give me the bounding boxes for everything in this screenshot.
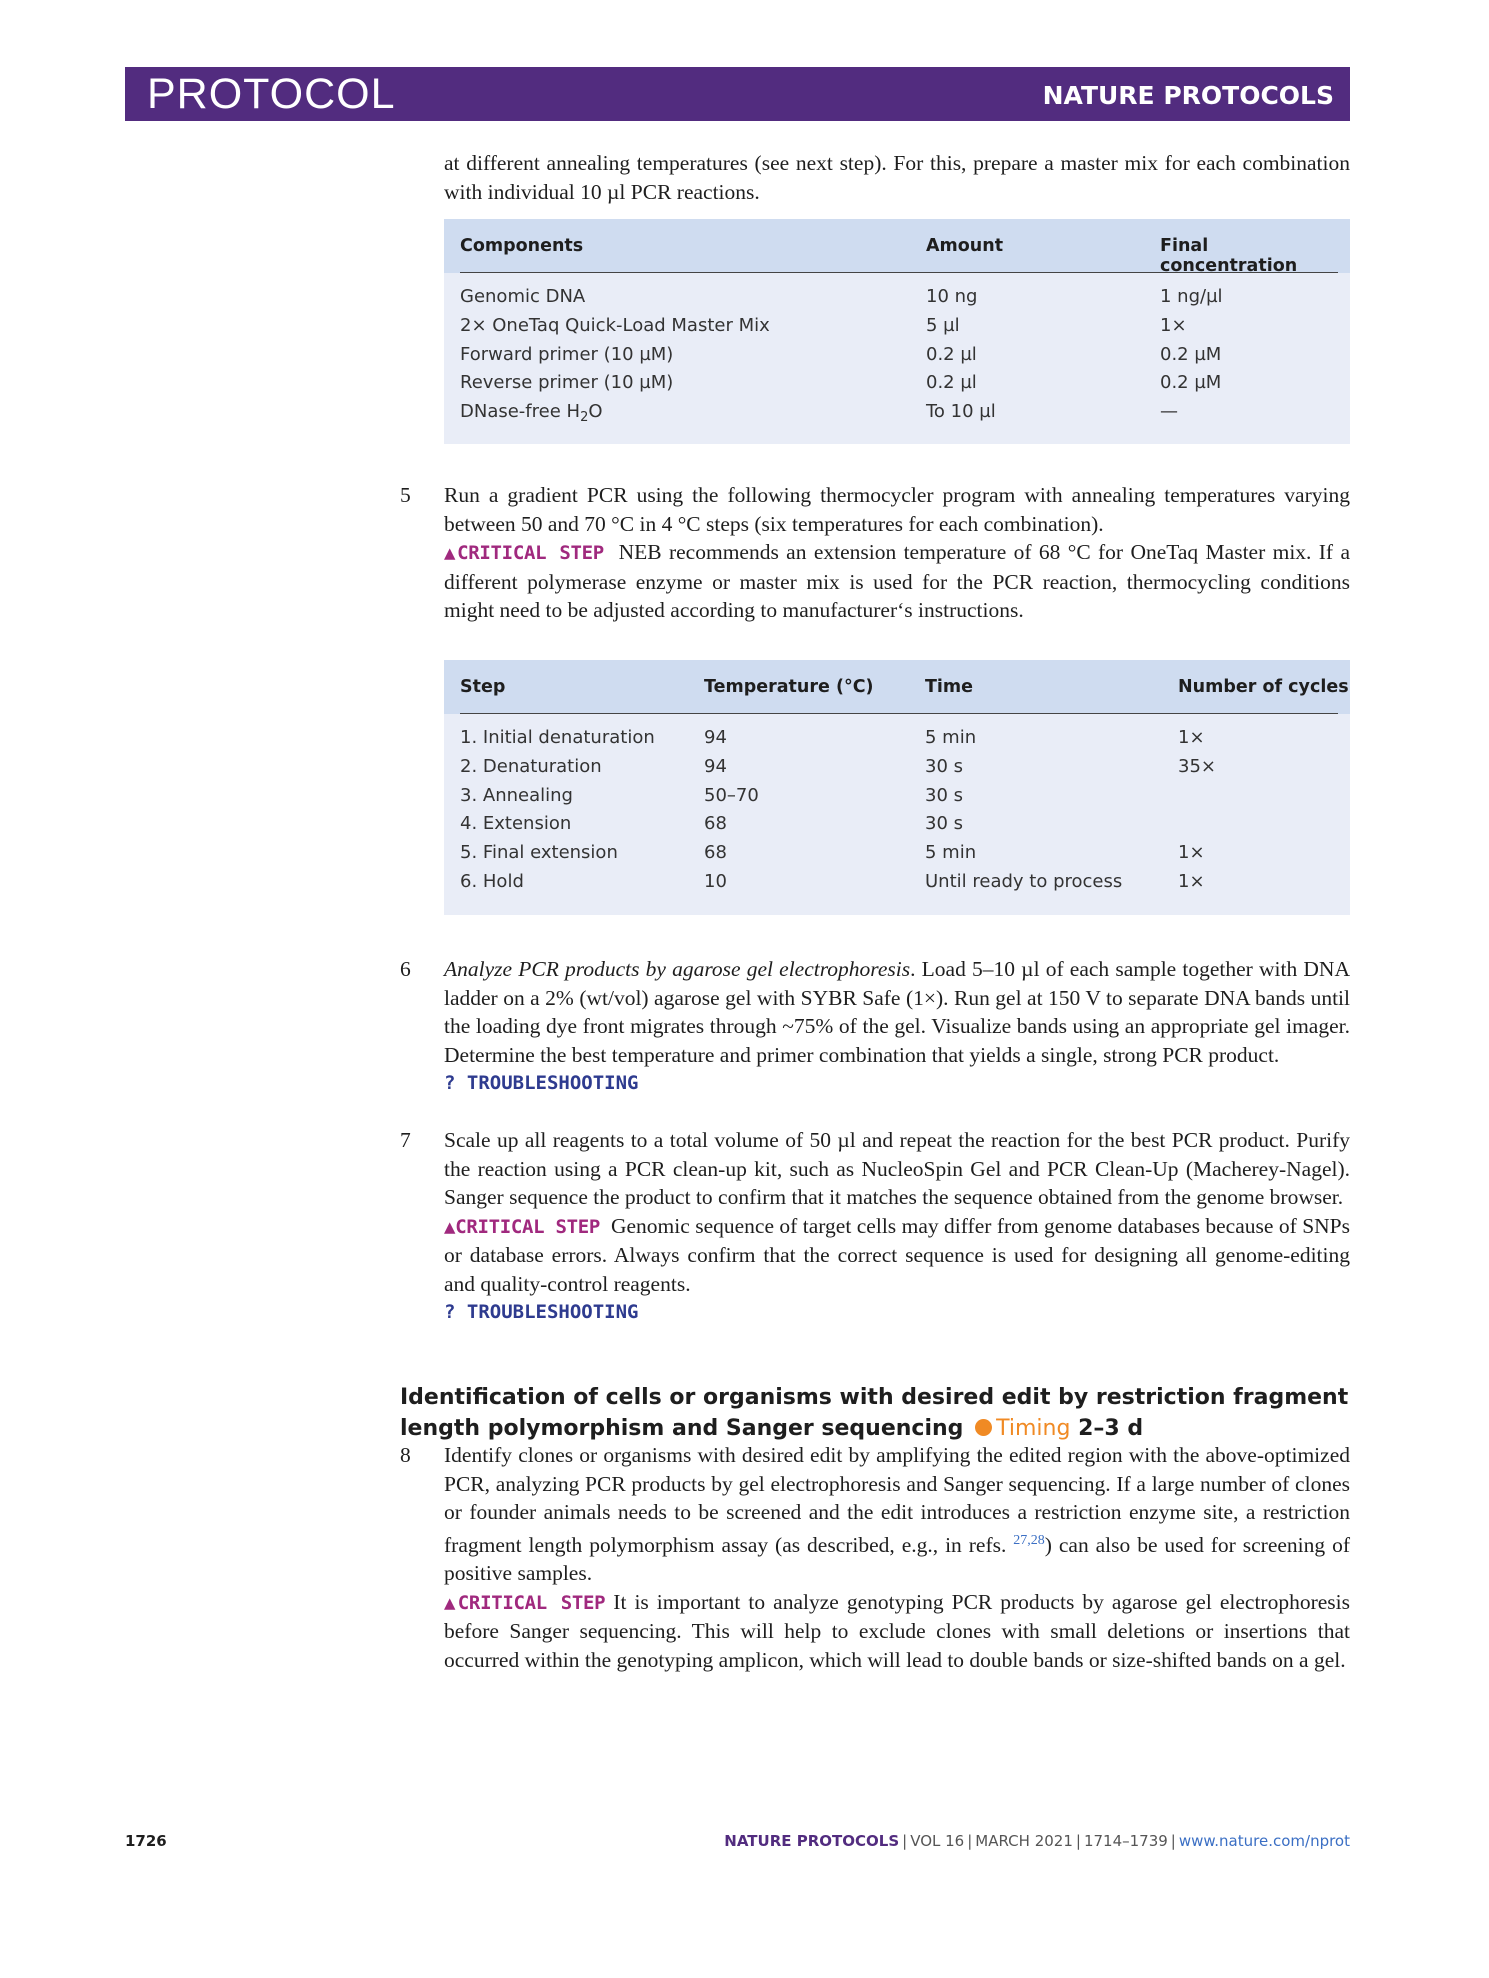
table-cell: 1× [1160,314,1187,336]
footer-volume: VOL 16 [910,1832,965,1850]
column-header: Number of cycles [1178,677,1349,697]
step-7 [400,1126,1350,1327]
critical-step-label: ▲CRITICAL STEP [444,1215,601,1238]
table-row [444,868,1350,897]
table-cell: 0.2 µl [926,372,977,394]
table-cell: 2. Denaturation [460,755,602,777]
step-text-main: Identify clones or organisms with desired edit by amplifying the edited region with the above-optimized PCR, analyzing PCR products by gel electrophoresis and Sanger sequencing. If a large number of clones or founder animals needs to be screened and the edit introduces a restriction enzyme site, a restriction fragment length polymorphism assay (as described, e.g., in refs. [444,1443,1350,1557]
table-cell: — [1160,401,1178,423]
step-text-end: ) can also be used for screening of positive samples. [444,1532,1350,1585]
table-cell [460,401,603,425]
table-cell: 1. Initial denaturation [460,727,655,748]
step-6 [400,955,1350,1098]
table-row [444,369,1350,398]
step-text: Scale up all reagents to a total volume of 50 µl and repeat the reaction for the best PCR product. Purify the reaction using a PCR clean-up kit, such as NucleoSpin Gel and PCR Clean-Up (Macherey-Nagel). Sanger sequence the product to confirm that it matches the sequence obtained from the genome browser. [444,1128,1350,1209]
critical-step-text: Genomic sequence of target cells may differ from genome databases because of SNPs or database errors. Always confirm that the correct sequence is used for designing all genome-editing and quality-control reagents. [444,1213,1350,1296]
table-cell: Genomic DNA [460,286,586,307]
table-cell: 4. Extension [460,813,572,835]
journal-name: NATURE PROTOCOLS [1042,81,1334,110]
step-description: . Load 5–10 µl of each sample together with DNA ladder on a 2% (wt/vol) agarose gel with SYBR Safe (1×). Run gel at 150 V to separate DNA bands until the loading dye front migrates through ~75% of the gel. Visualize bands using an appropriate gel imager. Determine the best temperature and primer combination that yields a single, strong PCR product. [444,957,1350,1067]
table-cell: 68 [704,813,727,835]
components-table [444,219,1350,444]
table-row [444,341,1350,370]
header-banner [125,67,1350,121]
table-row [444,810,1350,839]
table-row [444,283,1350,312]
column-header: Final concentration [1160,236,1298,276]
table-cell: 94 [704,755,727,777]
table-cell: 5 min [925,727,977,748]
step-number: 8 [400,1443,411,1467]
table-cell: 94 [704,727,727,748]
step-text [444,1441,1350,1588]
footer-journal: NATURE PROTOCOLS [724,1832,900,1850]
timing-dot-icon [975,1419,992,1436]
step-8 [400,1441,1350,1674]
table-cell: 6. Hold [460,870,524,892]
table-row [444,312,1350,341]
critical-step [444,1588,1350,1675]
table-cell: 2× OneTaq Quick-Load Master Mix [460,314,770,336]
timing-value: 2–3 d [1078,1416,1144,1441]
table-row [444,724,1350,753]
step-title: Analyze PCR products by agarose gel electrophoresis [444,957,911,981]
table-row [444,398,1350,427]
table-row [444,753,1350,782]
table-cell: 30 s [925,813,964,835]
table-row [444,839,1350,868]
table-row [444,782,1350,811]
footer-url-link[interactable]: www.nature.com/nprot [1178,1832,1350,1850]
step-number: 7 [400,1128,411,1152]
column-header: Components [460,236,584,256]
critical-step-text: It is important to analyze genotyping PCR products by agarose gel electrophoresis before Sanger sequencing. This will help to exclude clones with small deletions or insertions that occurred within the genotyping amplicon, which will lead to double bands or size-shifted bands on a gel. [444,1589,1350,1672]
column-header: Step [460,677,506,697]
table-cell: 35× [1178,755,1216,777]
step-5 [400,481,1350,625]
footer-pages: 1714–1739 [1083,1832,1168,1850]
critical-step [444,1212,1350,1299]
table-cell: Forward primer (10 µM) [460,343,674,365]
table-cell: Until ready to process [925,870,1123,892]
section-heading [400,1382,1350,1444]
water-label: DNase-free H [460,401,581,423]
critical-step-label: ▲CRITICAL STEP [444,1591,606,1614]
water-suffix: O [588,401,603,423]
table-cell: 5 min [925,842,977,864]
water-subscript: 2 [580,410,589,426]
column-header: Amount [926,236,1004,256]
table-cell: 5. Final extension [460,842,618,864]
table-cell: 68 [704,842,727,864]
critical-step-text: NEB recommends an extension temperature of 68 °C for OneTaq Master mix. If a different polymerase enzyme or master mix is used for the PCR reaction, thermocycling conditions might need to be adjusted according to manufacturer‘s instructions. [444,540,1350,622]
table-cell: 50–70 [704,784,759,806]
timing-label: Timing [996,1416,1071,1441]
critical-step-label: ▲CRITICAL STEP [444,542,604,564]
section-label: PROTOCOL [147,70,396,118]
troubleshooting-link[interactable]: ? TROUBLESHOOTING [444,1301,639,1323]
step-number: 5 [400,483,411,507]
troubleshooting-link[interactable]: ? TROUBLESHOOTING [444,1072,639,1094]
step-number: 6 [400,957,411,981]
table-cell: 1× [1178,727,1205,748]
table-cell: To 10 µl [926,401,996,423]
table-cell: 0.2 µl [926,343,977,365]
column-header: Time [925,677,974,697]
step-text [444,955,1350,1069]
table-header [444,219,1350,276]
table-cell: Reverse primer (10 µM) [460,372,674,394]
table-cell: 10 [704,870,727,892]
table-cell: 10 ng [926,286,978,307]
column-header: Temperature (°C) [704,677,874,697]
reference-link[interactable]: 27,28 [1013,1532,1045,1548]
table-cell: 5 µl [926,314,960,336]
section-title: Identification of cells or organisms with desired edit by restriction fragment length polymorphism and Sanger sequencing [400,1385,1349,1441]
intro-paragraph: at different annealing temperatures (see next step). For this, prepare a master mix for each combination with individual 10 µl PCR reactions. [444,151,1350,204]
table-cell: 3. Annealing [460,784,573,806]
footer-date: MARCH 2021 [975,1832,1073,1850]
critical-step [444,538,1350,625]
table-cell: 0.2 µM [1160,343,1222,365]
step-text: Run a gradient PCR using the following thermocycler program with annealing temperatures varying between 50 and 70 °C in 4 °C steps (six temperatures for each combination). [444,483,1350,536]
page-number: 1726 [125,1832,167,1850]
table-cell: 1× [1178,842,1205,864]
table-cell: 30 s [925,755,964,777]
table-header [444,660,1350,714]
thermocycler-table [444,660,1350,915]
table-cell: 30 s [925,784,964,806]
table-cell: 0.2 µM [1160,372,1222,394]
table-cell: 1 ng/µl [1160,286,1223,307]
footer-citation: NATURE PROTOCOLS | VOL 16 | MARCH 2021 | 1714–1739 | www.nature.com/nprot [724,1832,1350,1850]
table-cell: 1× [1178,870,1205,892]
